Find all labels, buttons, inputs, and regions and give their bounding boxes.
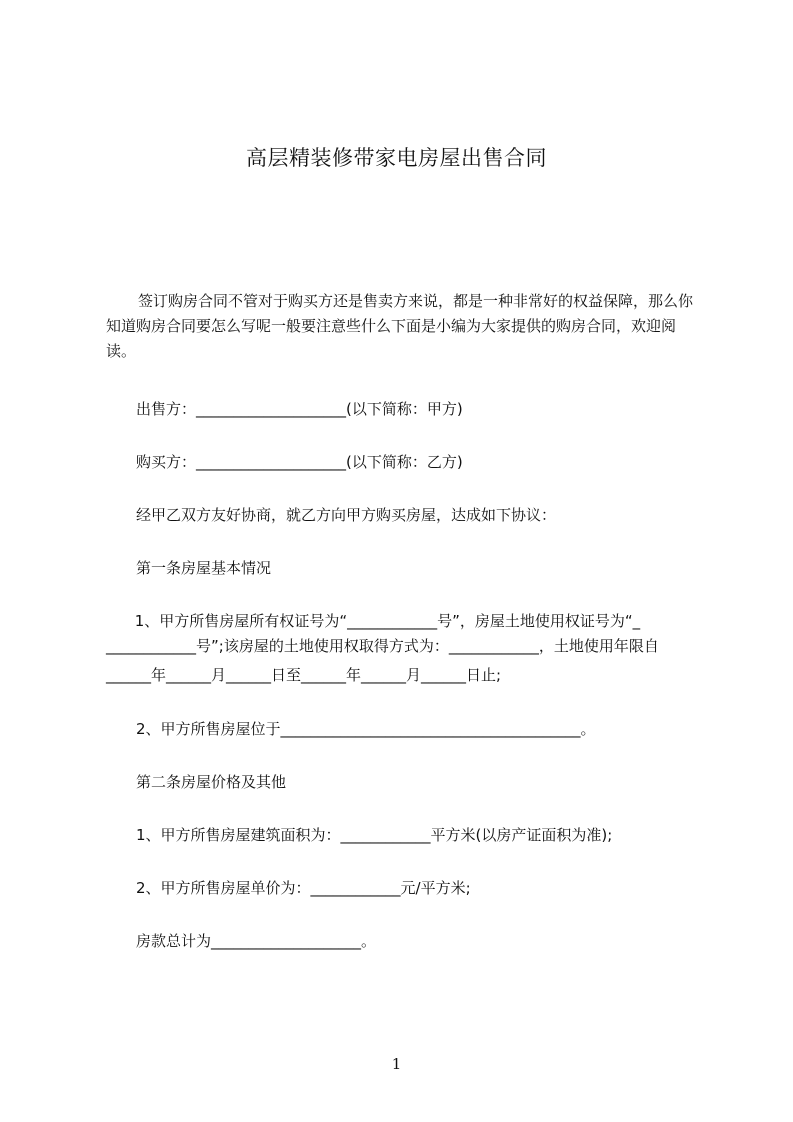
article2-item1: 1、甲方所售房屋建筑面积为：____________平方米(以房产证面积为准); [136, 826, 613, 844]
buyer-line: 购买方：____________________(以下简称：乙方) [136, 453, 463, 471]
agreement-line: 经甲乙双方友好协商，就乙方向甲方购买房屋，达成如下协议： [136, 506, 557, 524]
article2-item2: 2、甲方所售房屋单价为：____________元/平方米; [136, 879, 471, 897]
total-price-line: 房款总计为____________________。 [136, 932, 377, 950]
contract-title: 高层精装修带家电房屋出售合同 [246, 146, 547, 170]
page-number: 1 [391, 1055, 402, 1073]
article1-item1-line3: ______年______月______日至______年______月______日止; [106, 666, 502, 684]
article1-item1-line2: ____________号”;该房屋的土地使用权取得方式为：____________，土地使用年限自 [106, 637, 659, 655]
intro-paragraph: 签订购房合同不管对于购买方还是售卖方来说，都是一种非常好的权益保障，那么你知道购房合同要怎么写呢一般要注意些什么下面是小编为大家提供的购房合同，欢迎阅读。 [106, 292, 694, 360]
seller-line: 出售方：____________________(以下简称：甲方) [136, 400, 463, 418]
article2-heading: 第二条房屋价格及其他 [136, 773, 287, 791]
article1-heading: 第一条房屋基本情况 [136, 559, 272, 577]
article1-item2: 2、甲方所售房屋位于________________________________________。 [136, 720, 596, 738]
article1-item1-line1: 1、甲方所售房屋所有权证号为“____________号”，房屋土地使用权证号为“_ [130, 612, 641, 630]
